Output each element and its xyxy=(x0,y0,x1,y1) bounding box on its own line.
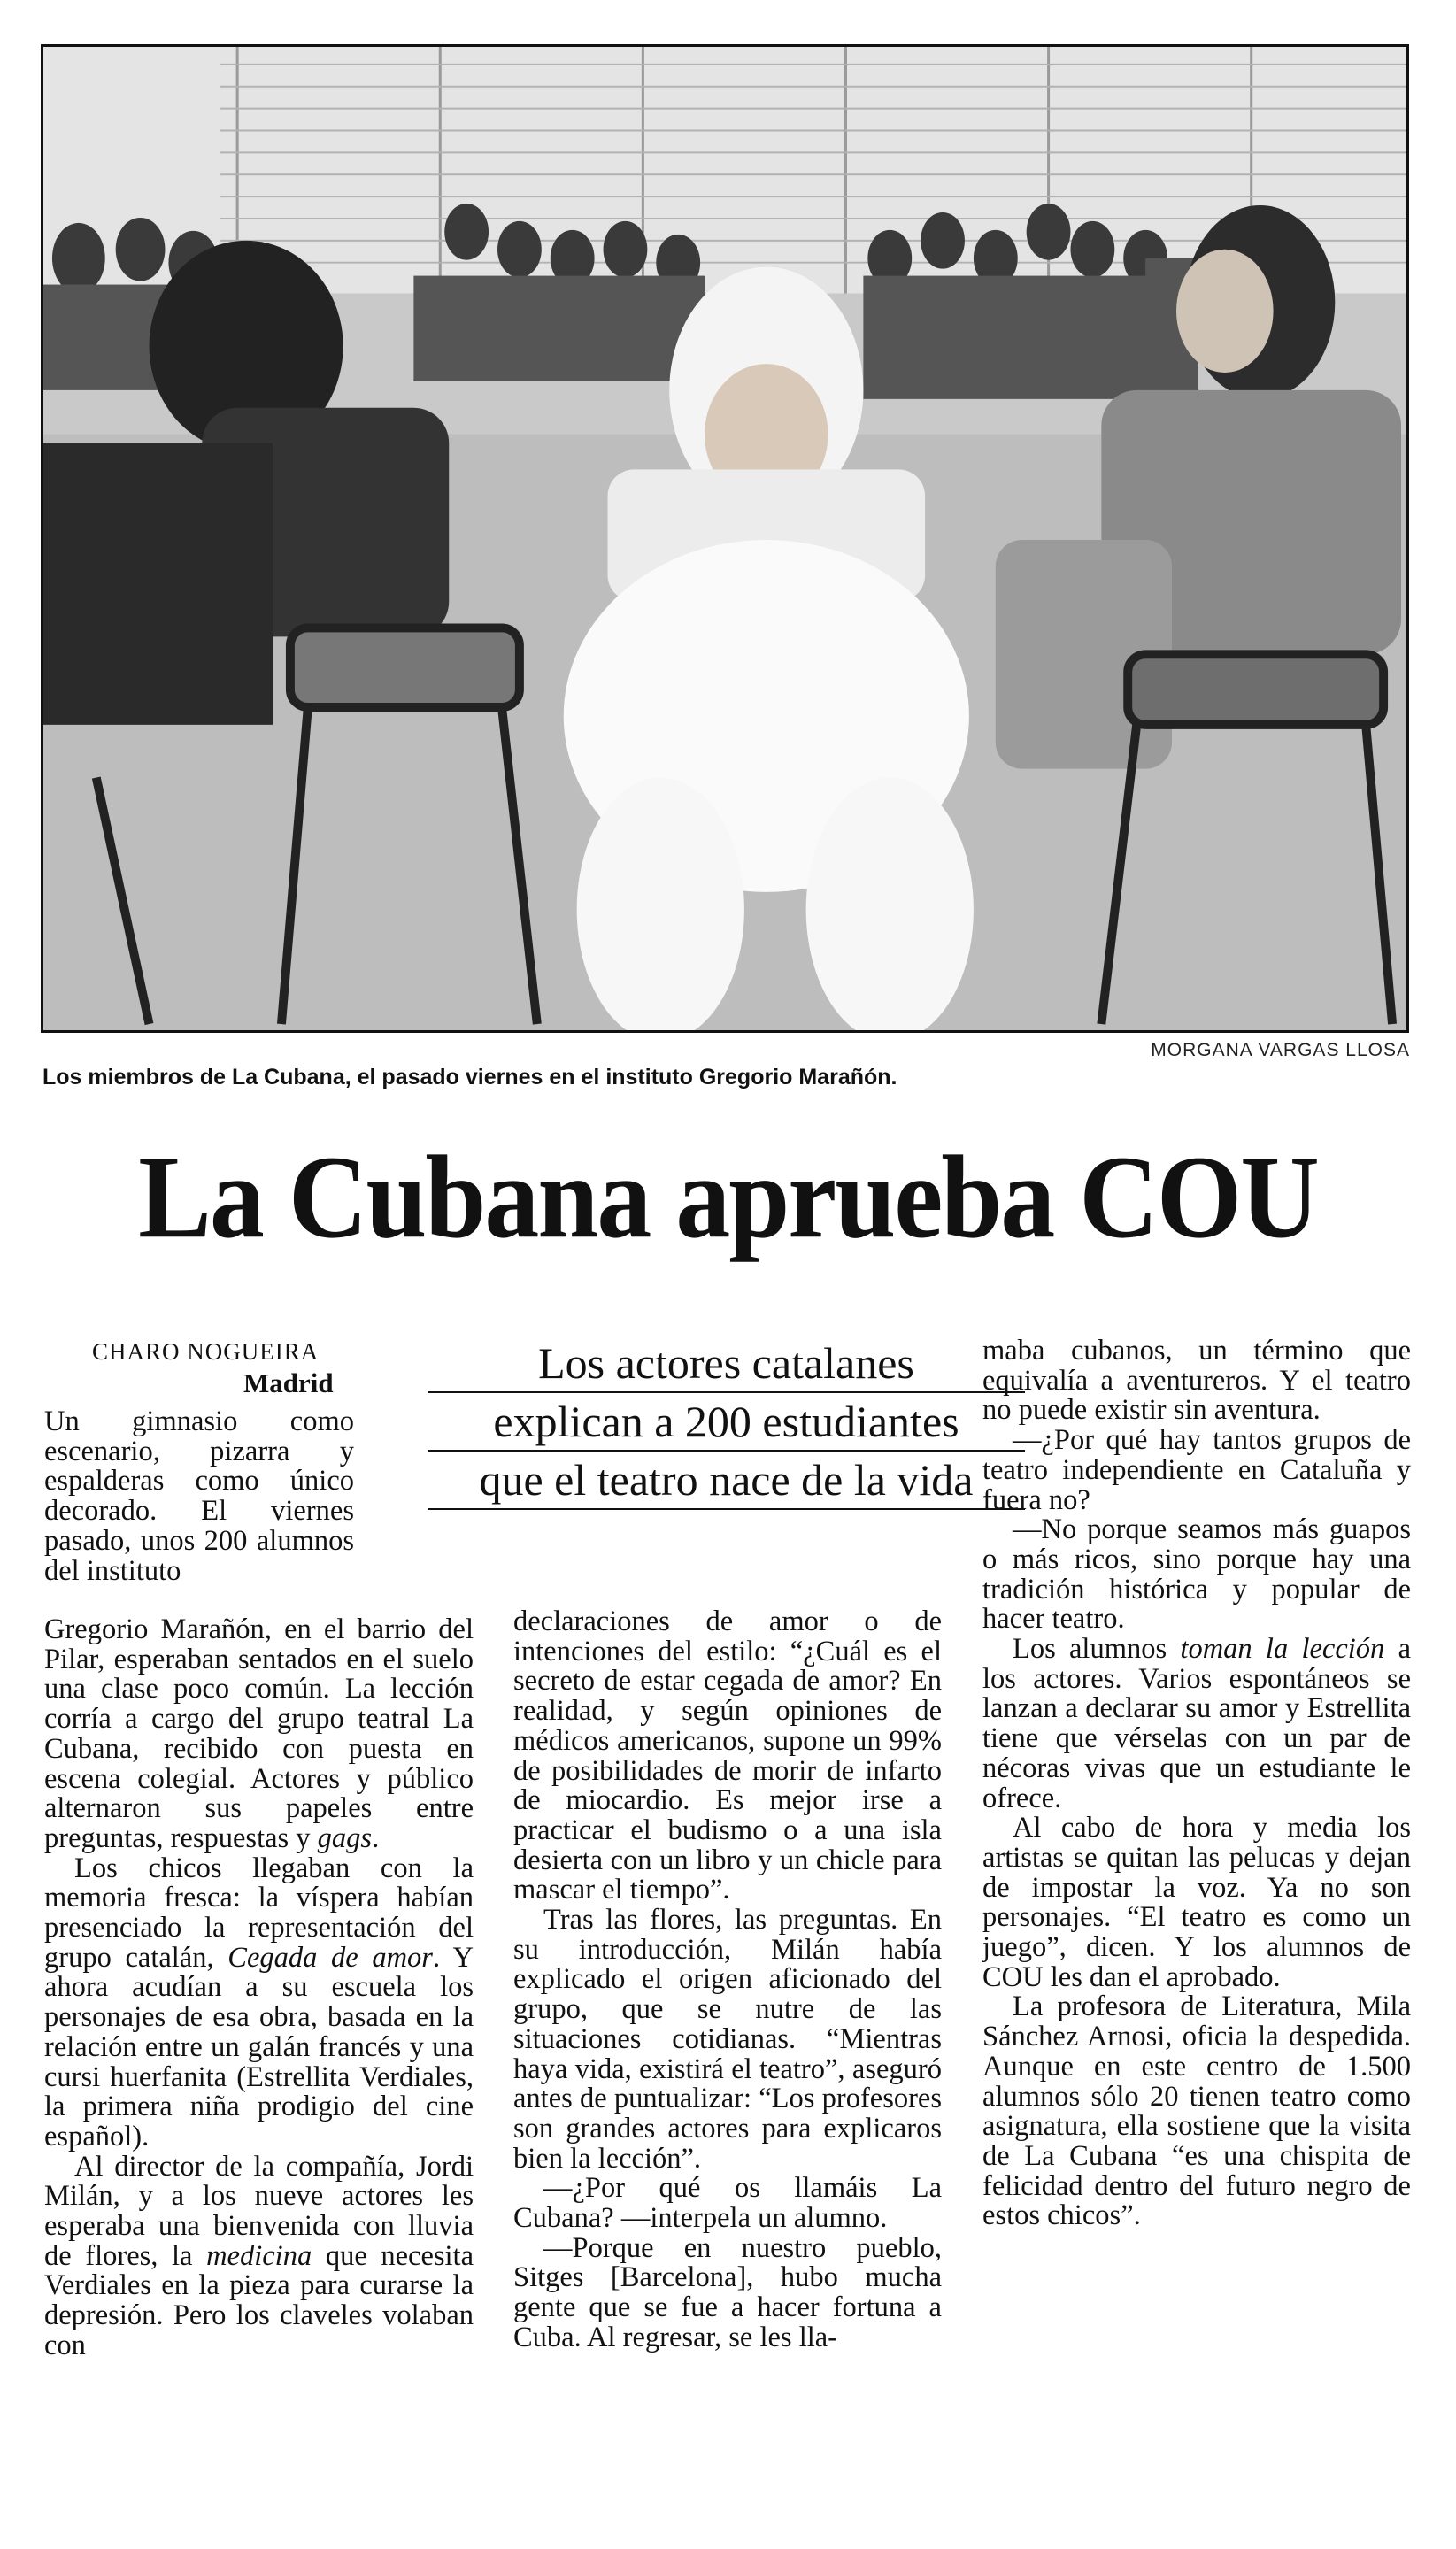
paragraph: —¿Por qué os llamáis La Cubana? —interpela un alumno. xyxy=(513,2172,942,2235)
news-photo xyxy=(41,44,1409,1033)
byline-place: Madrid xyxy=(243,1367,334,1398)
paragraph: La profesora de Literatura, Mila Sánchez Arnosi, oficia la despedida. Aunque en este centro de 1.500 alumnos sólo 20 tienen teatro como asignatura, ella sostiene que la visita de La Cubana “es una chispita de felicidad dentro del futuro negro de estos chicos”. xyxy=(982,1991,1411,2232)
article-column-1 xyxy=(44,1615,474,2361)
paragraph: —¿Por qué hay tantos grupos de teatro independiente en Cataluña y fuera no? xyxy=(982,1424,1411,1516)
photo-credit: MORGANA VARGAS LLOSA xyxy=(1151,1040,1410,1060)
paragraph: maba cubanos, un término que equivalía a aventureros. Y el teatro no puede existir sin aventura. xyxy=(982,1335,1411,1427)
pull-quote-line: Los actores catalanes xyxy=(428,1335,1025,1393)
article-column-2 xyxy=(513,1607,942,2353)
paragraph: Al cabo de hora y media los artistas se quitan las pelucas y dejan de impostar la voz. Ya no son personajes. “El teatro es como un juego”, dicen. Y los alumnos de COU les dan el aprobado. xyxy=(982,1812,1411,1993)
byline-author: CHARO NOGUEIRA xyxy=(92,1338,320,1365)
paragraph: Al director de la compañía, Jordi Milán, y a los nueve actores les esperaba una bienvenida con lluvia de flores, la medicina que necesita Verdiales en la pieza para curarse la depresión. Pero los claveles volaban con xyxy=(44,2150,474,2361)
paragraph: Gregorio Marañón, en el barrio del Pilar, esperaban sentados en el suelo una clase poco común. La lección corría a cargo del grupo teatral La Cubana, recibido con puesta en escena colegial. Actores y público alternaron sus papeles entre preguntas, respuestas y gags. xyxy=(44,1613,474,1854)
photo-illustration xyxy=(43,47,1406,1030)
paragraph: declaraciones de amor o de intenciones del estilo: “¿Cuál es el secreto de estar cegada de amor? En realidad, y según opiniones de médicos americanos, supone un 99% de posibilidades de morir de infarto de miocardio. Es mejor irse a practicar el budismo o a una isla desierta con un libro y un chicle para mascar el tiempo”. xyxy=(513,1606,942,1906)
paragraph: Un gimnasio como escenario, pizarra y espalderas como único decorado. El viernes pasado, unos 200 alumnos del instituto xyxy=(44,1405,354,1587)
headline: La Cubana aprueba COU xyxy=(138,1131,1318,1263)
pull-quote-line: explican a 200 estudiantes xyxy=(428,1393,1025,1452)
article-column-1-top xyxy=(44,1407,354,1586)
paragraph: —Porque en nuestro pueblo, Sitges [Barcelona], hubo mucha gente que se fue a hacer fortuna a Cuba. Al regresar, se les lla- xyxy=(513,2231,942,2353)
photo-caption: Los miembros de La Cubana, el pasado viernes en el instituto Gregorio Marañón. xyxy=(42,1065,897,1090)
paragraph: Los alumnos toman la lección a los actores. Varios espontáneos se lanzan a declarar su amor y Estrellita tiene que vérselas con un par de nécoras vivas que un estudiante le ofrece. xyxy=(982,1633,1412,1814)
article-column-3 xyxy=(982,1336,1411,2231)
pull-quote xyxy=(428,1335,1025,1510)
paragraph: Tras las flores, las preguntas. En su introducción, Milán había explicado el origen aficionado del grupo, que se nutre de las situaciones cotidianas. “Mientras haya vida, existirá el teatro”, aseguró antes de puntualizar: “Los profesores son grandes actores para explicaros bien la lección”. xyxy=(513,1904,942,2175)
paragraph: Los chicos llegaban con la memoria fresca: la víspera habían presenciado la representación del grupo catalán, Cegada de amor. Y ahora acudían a su escuela los personajes de esa obra, basada en la relación entre un galán francés y una cursi huerfanita (Estrellita Verdiales, la primera niña prodigio del cine español). xyxy=(44,1852,474,2152)
pull-quote-line: que el teatro nace de la vida xyxy=(428,1452,1025,1510)
paragraph: —No porque seamos más guapos o más ricos, sino porque hay una tradición histórica y popular de hacer teatro. xyxy=(982,1513,1411,1636)
